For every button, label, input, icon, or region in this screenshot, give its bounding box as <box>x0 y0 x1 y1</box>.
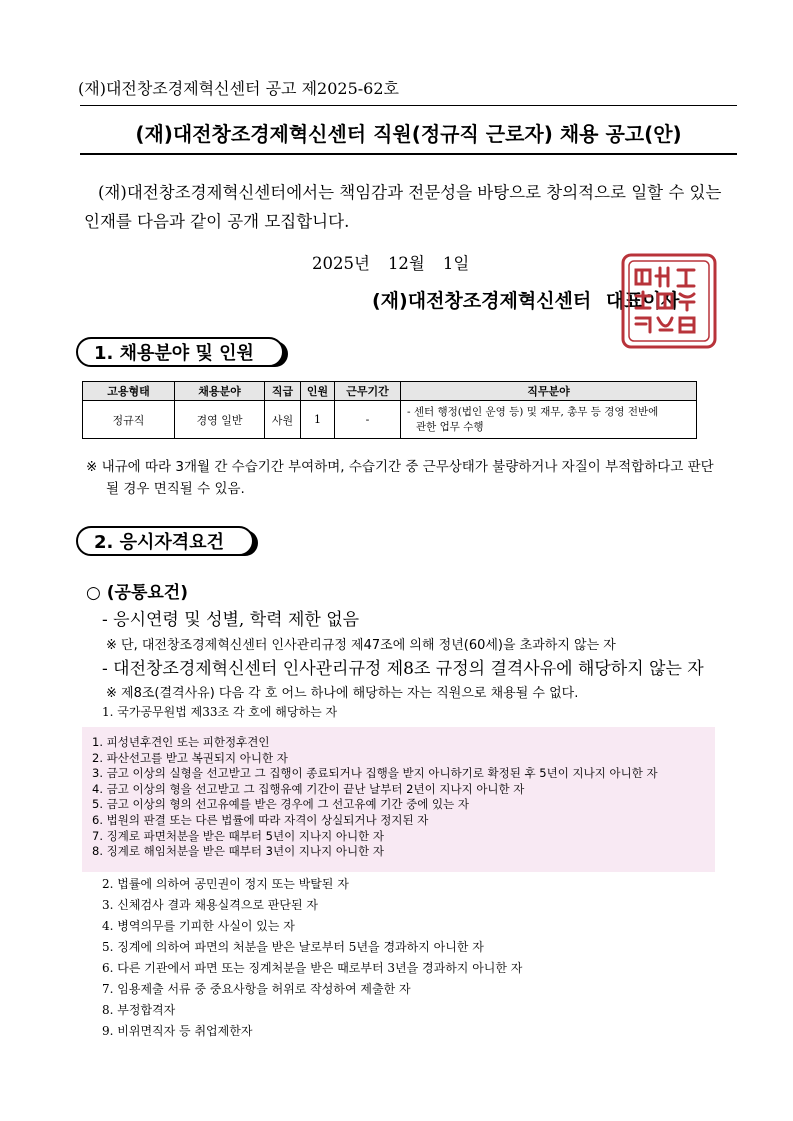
table-cell-count: 1 <box>301 401 335 439</box>
intro-paragraph: (재)대전창조경제혁신센터에서는 책임감과 전문성을 바탕으로 창의적으로 일할 수 있는 인재를 다음과 같이 공개 모집합니다. <box>84 183 722 231</box>
table-header-row <box>83 382 697 401</box>
common-requirements-heading: ○ (공통요건) <box>86 583 188 603</box>
box-item: 7. 징계로 파면처분을 받은 때부터 5년이 지나지 아니한 자 <box>92 828 384 843</box>
sub-item: 8. 부정합격자 <box>102 1003 176 1017</box>
table-header: 직무분야 <box>401 382 697 401</box>
sub-item: 6. 다른 기관에서 파면 또는 징계처분을 받은 때로부터 3년을 경과하지 아니한 자 <box>102 961 523 975</box>
sub-item: 5. 징계에 의하여 파면의 처분을 받은 날로부터 5년을 경과하지 아니한 자 <box>102 940 484 954</box>
duty-line: - 센터 행정(법인 운영 등) 및 재무, 총무 등 경영 전반에 <box>407 405 659 418</box>
section-1-heading <box>76 335 284 369</box>
table-header: 인원 <box>301 382 335 401</box>
signature-role: 대표이사 <box>605 290 680 312</box>
box-item: 6. 법원의 판결 또는 다른 법률에 따라 자격이 상실되거나 정지된 자 <box>92 812 429 827</box>
sub-item: 9. 비위면직자 등 취업제한자 <box>102 1024 253 1038</box>
table-cell-grade: 사원 <box>265 401 301 439</box>
table-cell-type: 정규직 <box>83 401 175 439</box>
sub-item: 4. 병역의무를 기피한 사실이 있는 자 <box>102 919 295 933</box>
civil-service-law-box <box>82 727 715 872</box>
box-item: 2. 파산선고를 받고 복권되지 아니한 자 <box>92 750 288 765</box>
announcement-date <box>312 250 469 274</box>
sub-item: 1. 국가공무원법 제33조 각 호에 해당하는 자 <box>102 705 338 719</box>
sub-item: 2. 법률에 의하여 공민권이 정지 또는 박탈된 자 <box>102 877 349 891</box>
table-cell-field: 경영 일반 <box>175 401 265 439</box>
table-cell-period: - <box>335 401 401 439</box>
sub-item: 3. 신체검사 결과 채용실격으로 판단된 자 <box>102 898 318 912</box>
date-month: 12월 <box>387 254 425 273</box>
section-2-title: 2. 응시자격요건 <box>76 526 254 556</box>
requirement-disqualification-note: ※ 제8조(결격사유) 다음 각 호 어느 하나에 해당하는 자는 직원으로 채용될 수 없다. <box>106 686 579 701</box>
notice-number: (재)대전창조경제혁신센터 공고 제2025-62호 <box>78 79 399 98</box>
date-day: 1일 <box>442 254 470 273</box>
table-header: 채용분야 <box>175 382 265 401</box>
box-item: 5. 금고 이상의 형의 선고유예를 받은 경우에 그 선고유예 기간 중에 있는 자 <box>92 797 469 812</box>
requirement-disqualification: - 대전창조경제혁신센터 인사관리규정 제8조 규정의 결격사유에 해당하지 않는 자 <box>102 659 704 679</box>
box-item: 4. 금고 이상의 형을 선고받고 그 집행유예 기간이 끝난 날부터 2년이 지나지 아니한 자 <box>92 781 525 796</box>
box-item: 1. 피성년후견인 또는 피한정후견인 <box>92 735 270 749</box>
box-item: 8. 징계로 해임처분을 받은 때부터 3년이 지나지 아니한 자 <box>92 844 384 859</box>
date-year: 2025년 <box>312 254 370 273</box>
table-row <box>83 401 697 439</box>
table-header: 근무기간 <box>335 382 401 401</box>
page-title: (재)대전창조경제혁신센터 직원(정규직 근로자) 채용 공고(안) <box>135 122 682 146</box>
requirement-age: - 응시연령 및 성별, 학력 제한 없음 <box>102 610 360 630</box>
section-1-title: 1. 채용분야 및 인원 <box>76 337 284 367</box>
table-cell-duty <box>401 401 697 439</box>
sub-item: 7. 임용제출 서류 중 중요사항을 허위로 작성하여 제출한 자 <box>102 982 411 996</box>
header-rule-top <box>80 105 737 106</box>
signature-org: (재)대전창조경제혁신센터 <box>372 290 592 312</box>
table-header: 고용형태 <box>83 382 175 401</box>
section-2-heading <box>76 524 254 558</box>
duty-line: 관한 업무 수행 <box>416 420 484 433</box>
recruitment-table <box>82 381 697 439</box>
official-seal-icon <box>620 252 718 350</box>
box-item: 3. 금고 이상의 실형을 선고받고 그 집행이 종료되거나 집행을 받지 아니하기로 확정된 후 5년이 지나지 아니한 자 <box>92 766 658 781</box>
header-rule-bottom <box>80 153 737 155</box>
probation-note: ※ 내규에 따라 3개월 간 수습기간 부여하며, 수습기간 중 근무상태가 불량하거나 자질이 부적합하다고 판단될 경우 면직될 수 있음. <box>86 459 714 497</box>
requirement-age-note: ※ 단, 대전창조경제혁신센터 인사관리규정 제47조에 의해 정년(60세)을 초과하지 않는 자 <box>106 638 616 653</box>
table-header: 직급 <box>265 382 301 401</box>
